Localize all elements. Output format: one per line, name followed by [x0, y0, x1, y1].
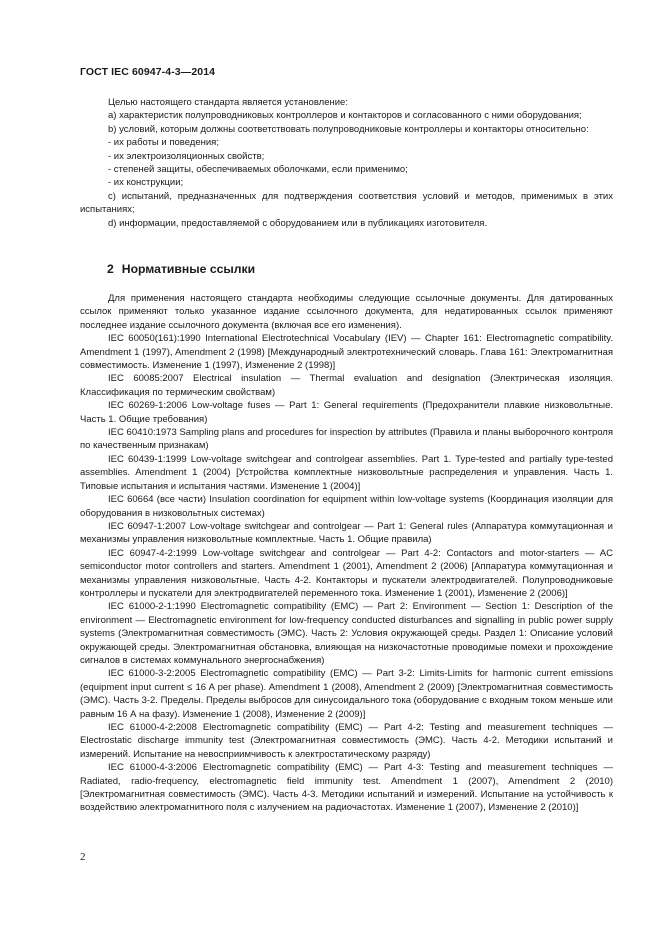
intro-subitem: - их электроизоляционных свойств; — [108, 150, 265, 162]
references-block — [80, 292, 613, 815]
reference-item: IEC 60085:2007 Electrical insulation — Thermal evaluation and designation (Электрическая изоляция. Классификация по термическим свойствам) — [80, 373, 613, 398]
reference-item: IEC 60947-4-2:1999 Low-voltage switchgear and controlgear — Part 4-2: Contactors and motor-starters — AC semiconductor motor controllers and starters. Amendment 1 (2001), Amendment 2 (2006) [Аппаратура коммутационная и механизмы управления низковольтные. Часть 4-2. Контакторы и пускатели электродвигателей. Полупроводниковые контроллеры и пускатели для электродвигателей переменного тока. Изменение 1 (2001), Изменение 2 (2006)] — [80, 547, 613, 599]
intro-subitem: - степеней защиты, обеспечиваемых оболочками, если применимо; — [108, 164, 408, 176]
intro-item-b: b) условий, которым должны соответствовать полупроводниковые контроллеры и контакторы относительно: — [108, 123, 589, 135]
intro-subitem: - их работы и поведения; — [108, 137, 219, 149]
intro-paragraph: Целью настоящего стандарта является установление: — [108, 97, 348, 108]
section-heading — [107, 262, 255, 276]
reference-item: IEC 61000-3-2:2005 Electromagnetic compatibility (EMC) — Part 3-2: Limits-Limits for harmonic current emissions (equipment input current ≤ 16 A per phase). Amendment 1 (2008), Amendment 2 (2009) [Электромагнитная совместимость (ЭМС). Часть 3-2. Пределы. Пределы выбросов для синусоидального тока (оборудование с входным током меньше или равным 16 А на фазу). Изменение 1 (2008), Изменение 2 (2009)] — [80, 668, 613, 720]
section-number: 2 — [107, 262, 114, 276]
reference-item: IEC 60410:1973 Sampling plans and procedures for inspection by attributes (Правила и планы выборочного контроля по качественным признакам) — [80, 427, 613, 452]
reference-item: IEC 60269-1:2006 Low-voltage fuses — Part 1: General requirements (Предохранители плавкие низковольтные. Часть 1. Общие требования) — [80, 400, 613, 425]
document-header: ГОСТ IEC 60947-4-3—2014 — [80, 66, 216, 78]
intro-item-a: a) характеристик полупроводниковых контроллеров и контакторов и согласованного с ними оборудования; — [108, 110, 582, 122]
intro-block — [80, 96, 613, 230]
intro-item-c: c) испытаний, предназначенных для подтверждения соответствия условий и методов, применимых в этих испытаниях; — [80, 190, 613, 216]
reference-item: IEC 61000-2-1:1990 Electromagnetic compatibility (EMC) — Part 2: Environment — Section 1: Description of the environment — Electromagnetic environment for low-frequency conducted disturbances and signalling in public power supply systems (Электромагнитная совместимость (ЭМС). Часть 2: Условия окружающей среды. Раздел 1: Описание условий окружающей среды. Электромагнитная обстановка, влияющая на низкочастотные проводимые помехи и прохождение сигналов в системах коммунального энергоснабжения) — [80, 601, 613, 666]
reference-item: IEC 60439-1:1999 Low-voltage switchgear and controlgear assemblies. Part 1. Type-tested and partially type-tested assemblies. Amendment 1 (2004) [Устройства комплектные низковольтные распределения и управления. Часть 1. Типовые испытания и испытания частями. Изменение 1 (2004)] — [80, 453, 613, 492]
reference-item: IEC 61000-4-3:2006 Electromagnetic compatibility (EMC) — Part 4-3: Testing and measurement techniques — Radiated, radio-frequency, electromagnetic field immunity test. Amendment 1 (2007), Amendment 2 (2010) [Электромагнитная совместимость (ЭМС). Часть 4-3. Методики испытаний и измерений. Испытание на устойчивость к воздействию электромагнитного поля с излучением на радиочастотах. Изменение 1 (2007), Изменение 2 (2010)] — [80, 762, 613, 814]
reference-item: IEC 60664 (все части) Insulation coordination for equipment within low-voltage systems (Координация изоляции для оборудования в низковольтных системах) — [80, 494, 613, 519]
references-intro: Для применения настоящего стандарта необходимы следующие ссылочные документы. Для датированных ссылок применяют только указанное издание ссылочного документа, для недатированных ссылок применяют последнее издание ссылочного документа (включая все его изменения). — [80, 293, 613, 331]
reference-item: IEC 60947-1:2007 Low-voltage switchgear and controlgear — Part 1: General rules (Аппаратура коммутационная и механизмы управления низковольтные комплектные. Часть 1. Общие правила) — [80, 520, 613, 546]
intro-subitem: - их конструкции; — [108, 177, 184, 189]
intro-item-d: d) информации, предоставляемой с оборудованием или в публикациях изготовителя. — [108, 217, 488, 229]
reference-item: IEC 60050(161):1990 International Electrotechnical Vocabulary (IEV) — Chapter 161: Electromagnetic compatibility. Amendment 1 (1997), Amendment 2 (1998) [Международный электротехнический словарь. Глава 161: Электромагнитная совместимость. Изменение 1 (1997), Изменение 2 (1998)] — [80, 333, 613, 372]
page-number: 2 — [80, 851, 86, 863]
section-title: Нормативные ссылки — [121, 262, 256, 276]
reference-item: IEC 61000-4-2:2008 Electromagnetic compatibility (EMC) — Part 4-2: Testing and measurement techniques — Electrostatic discharge immunity test (Электромагнитная совместимость (ЭМС). Часть 4-2. Методики испытаний и измерений. Испытание на невосприимчивость к электростатическому разряду) — [80, 722, 613, 760]
